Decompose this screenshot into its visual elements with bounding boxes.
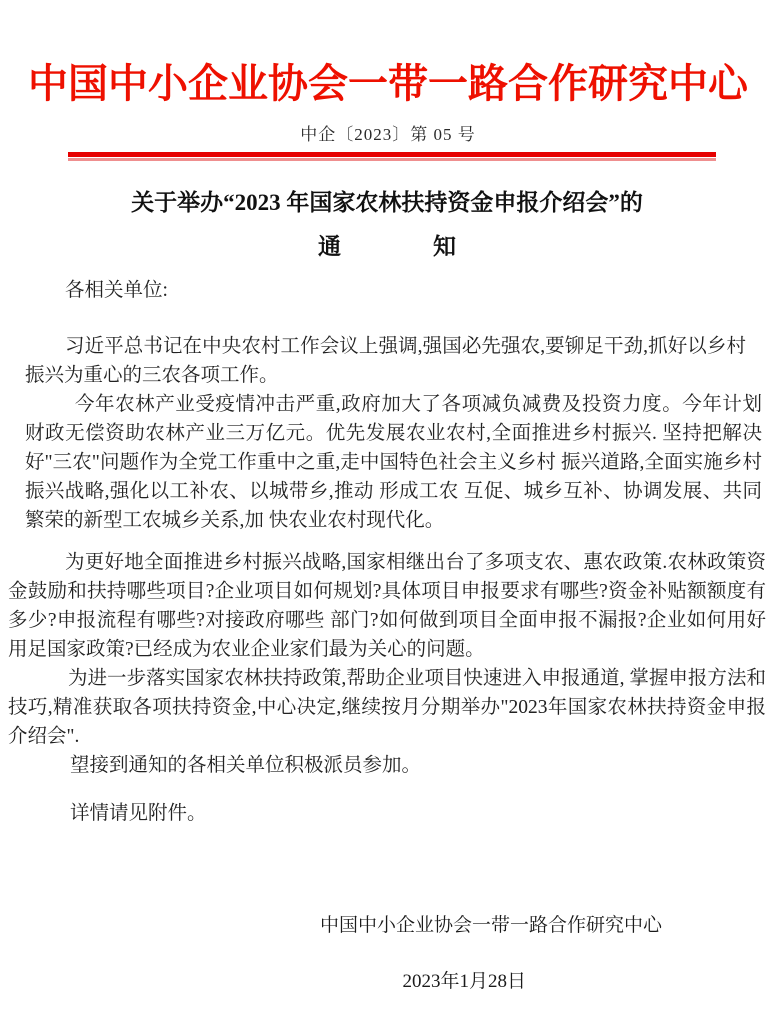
letterhead-title: 中国中小企业协会一带一路合作研究中心 <box>28 61 748 106</box>
body-paragraph: 今年农林产业受疫情冲击严重,政府加大了各项减负减费及投资力度。今年计划财政无偿资助农林产业三万亿元。优先发展农业农村,全面推进乡村振兴. 坚持把解决好"三农"问题作为全党工作重中之重,走中国特色社会主义乡村 振兴道路,全面实施乡村振兴战略,强化以工补农、以城带乡,推动 形成工农 互促、城乡互补、协调发展、共同繁荣的新型工农城乡关系,加 快农业农村现代化。 <box>25 394 762 531</box>
signature-org: 中国中小企业协会一带一路合作研究中心 <box>319 915 662 936</box>
signature-date: 2023年1月28日 <box>402 971 526 992</box>
document-title <box>8 188 766 262</box>
document-body <box>0 188 776 994</box>
document-number: 中企〔2023〕第 05 号 <box>300 125 476 144</box>
attachment-note: 详情请见附件。 <box>70 803 207 824</box>
document-title-line1: 关于举办“2023 年国家农林扶持资金申报介绍会”的 <box>131 190 643 215</box>
letterhead-rule-bottom <box>68 158 716 161</box>
letterhead <box>0 0 776 161</box>
body-paragraph: 为进一步落实国家农林扶持政策,帮助企业项目快速进入申报通道, 掌握申报方法和技巧,精准获取各项扶持资金,中心决定,继续按月分期举办"2023年国家农林扶持资金申报介绍会". <box>8 668 766 747</box>
letterhead-rule <box>68 152 716 161</box>
body-paragraph: 望接到通知的各相关单位积极派员参加。 <box>70 755 422 776</box>
body-paragraph: 为更好地全面推进乡村振兴战略,国家相继出台了多项支农、惠农政策.农林政策资金鼓励和扶持哪些项目?企业项目如何规划?具体项目申报要求有哪些?资金补贴额额度有多少?申报流程有哪些?对接政府哪些 部门?如何做到项目全面申报不漏报?企业如何用好用足国家政策?已经成为农业企业家们最为关心的问题。 <box>8 552 766 660</box>
salutation: 各相关单位: <box>65 280 168 301</box>
body-paragraph: 习近平总书记在中央农村工作会议上强调,强国必先强农,要铆足干劲,抓好以乡村振兴为重心的三农各项工作。 <box>25 336 746 386</box>
document-title-line2: 通 知 <box>318 234 456 259</box>
